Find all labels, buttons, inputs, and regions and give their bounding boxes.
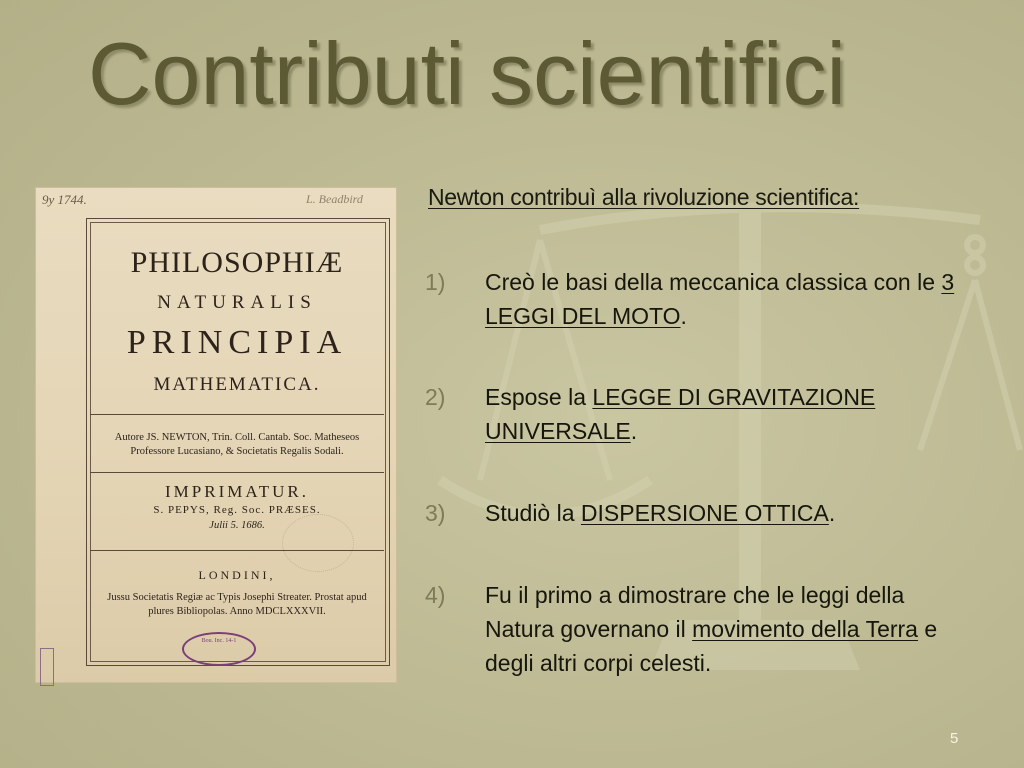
link-movimento-della-terra[interactable]: movimento della Terra — [692, 616, 918, 642]
book-line-professor: Professore Lucasiano, & Societatis Regalis Sodali. — [130, 446, 344, 457]
book-rule-1 — [90, 414, 384, 415]
list-number: 3) — [425, 500, 446, 526]
book-rule-2 — [90, 472, 384, 473]
list-text-part: . — [630, 418, 638, 444]
link-dispersione-ottica[interactable]: DISPERSIONE OTTICA — [580, 500, 829, 526]
list-text — [485, 265, 985, 333]
link-legge-di-gravitazione-universale[interactable]: LEGGE DI GRAVITAZIONE UNIVERSALE — [485, 384, 876, 444]
book-line-mathematica: MATHEMATICA. — [153, 374, 321, 395]
list-text-part: Espose la — [485, 384, 593, 410]
library-stamp-oval: Bou. Inc. 14-1 — [182, 632, 256, 666]
list-text — [485, 380, 955, 448]
book-line-date: Julii 5. 1686. — [209, 520, 265, 531]
list-text-part: Studiò la — [485, 500, 581, 526]
book-line-anno: plures Bibliopolas. Anno MDCLXXXVII. — [148, 606, 326, 617]
book-line-londini: LONDINI, — [198, 568, 276, 582]
book-line-naturalis: NATURALIS — [157, 292, 317, 313]
list-text-part: . — [680, 303, 687, 329]
book-line-principia: PRINCIPIA — [126, 324, 348, 361]
principia-title-page-image — [36, 188, 396, 682]
list-text-part: Creò le basi della meccanica classica con le — [485, 269, 942, 295]
list-text-part: . — [828, 500, 836, 526]
slide-title: Contributi scientifici — [88, 24, 847, 123]
book-line-philosophiae: PHILOSOPHIÆ — [130, 246, 344, 279]
book-rule-3 — [90, 550, 384, 551]
book-line-author: Autore JS. NEWTON, Trin. Coll. Cantab. Soc. Matheseos — [114, 432, 360, 443]
list-text — [485, 578, 965, 680]
list-text-part: e degli altri corpi celesti. — [485, 616, 938, 676]
list-text-part: Fu il primo a dimostrare che le leggi della Natura governano il — [485, 582, 905, 642]
book-line-jussu: Jussu Societatis Regiæ ac Typis Josephi Streater. Prostat apud — [107, 592, 367, 603]
book-line-imprimatur: IMPRIMATUR. — [165, 482, 309, 501]
list-text — [485, 496, 985, 530]
list-number: 1) — [425, 269, 446, 295]
library-stamp-side — [40, 648, 54, 686]
page-number: 5 — [950, 730, 959, 747]
handwritten-note-left: 9y 1744. — [42, 192, 87, 207]
list-number: 2) — [425, 384, 446, 410]
handwritten-note-right: L. Beadbird — [306, 192, 363, 206]
link-3-leggi-del-moto[interactable]: 3 LEGGI DEL MOTO — [485, 269, 955, 329]
content-heading: Newton contribuì alla rivoluzione scientifica: — [428, 184, 860, 210]
list-number: 4) — [425, 582, 446, 608]
book-line-pepys: S. PEPYS, Reg. Soc. PRÆSES. — [153, 504, 321, 516]
